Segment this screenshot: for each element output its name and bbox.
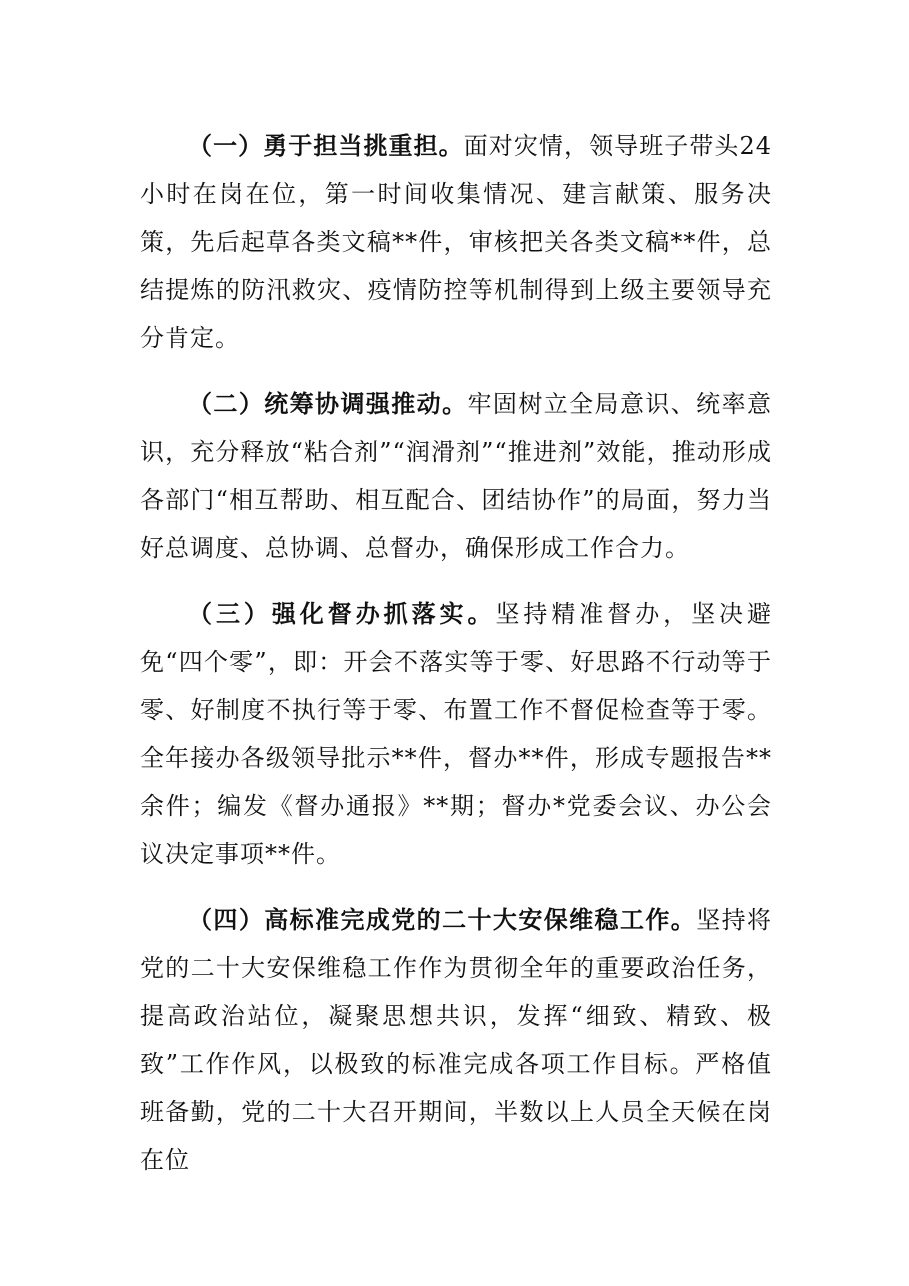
section-body-4: 坚持将党的二十大安保维稳工作作为贯彻全年的重要政治任务，提高政治站位，凝聚思想共识，发挥“细致、精致、极致”工作作风，以极致的标准完成各项工作目标。严格值班备勤，党的二十大召开期间，半数以上人员全天候在岗在位 (140, 906, 773, 1174)
paragraph-section-2 (140, 380, 772, 572)
paragraph-section-3 (140, 590, 772, 878)
section-body-3: 坚持精准督办，坚决避免“四个零”，即：开会不落实等于零、好思路不行动等于零、好制度不执行等于零、布置工作不督促检查等于零。全年接办各级领导批示**件，督办**件，形成专题报告**余件；编发《督办通报》**期；督办*党委会议、办公会议决定事项**件。 (140, 600, 773, 868)
section-body-2: 牢固树立全局意识、统率意识，充分释放“粘合剂”“润滑剂”“推进剂”效能，推动形成各部门“相互帮助、相互配合、团结协作”的局面，努力当好总调度、总协调、总督办，确保形成工作合力。 (140, 390, 772, 562)
section-heading-3: （三）强化督办抓落实。 (188, 600, 496, 628)
section-body-1: 面对灾情，领导班子带头24小时在岗在位，第一时间收集情况、建言献策、服务决策，先后起草各类文稿**件，审核把关各类文稿**件，总结提炼的防汛救灾、疫情防控等机制得到上级主要领导充分肯定。 (140, 132, 772, 352)
section-heading-4: （四）高标准完成党的二十大安保维稳工作。 (188, 906, 697, 934)
document-body (140, 122, 772, 1202)
section-heading-2: （二）统筹协调强推动。 (188, 390, 468, 418)
section-heading-1: （一）勇于担当挑重担。 (188, 132, 464, 160)
paragraph-section-1 (140, 122, 772, 362)
paragraph-section-4 (140, 896, 772, 1184)
